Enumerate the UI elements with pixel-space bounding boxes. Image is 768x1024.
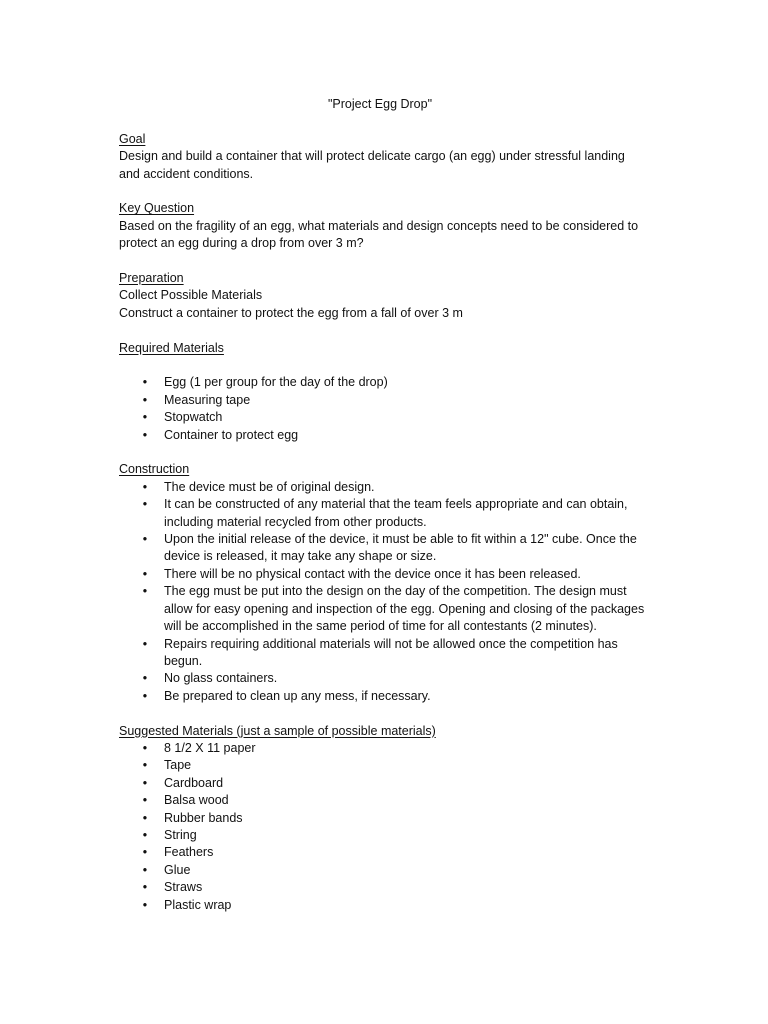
list-item (119, 636, 659, 671)
bullet-icon: • (142, 497, 148, 512)
bullet-icon: • (142, 479, 148, 494)
goal-text-line-1: Design and build a container that will protect delicate cargo (an egg) under stressful landing (119, 149, 625, 164)
goal-heading: Goal (119, 131, 146, 146)
list-item-text: No glass containers. (164, 671, 278, 686)
preparation-line-1: Collect Possible Materials (119, 288, 263, 303)
list-item-text: There will be no physical contact with the device once it has been released. (164, 566, 581, 581)
document-body (119, 96, 659, 914)
list-item (119, 427, 659, 444)
list-item-text: Egg (1 per group for the day of the drop) (164, 375, 388, 390)
bullet-icon: • (142, 862, 148, 877)
list-item (119, 688, 659, 705)
required-materials-list (119, 374, 659, 444)
list-item (119, 409, 659, 426)
list-item-text: The egg must be put into the design on the day of the competition. The design must allow for easy opening and inspection of the egg. Opening and closing of the packages will be accomplished in the same period of time for all contestants (2 minutes). (164, 584, 645, 634)
bullet-icon: • (142, 775, 148, 790)
bullet-icon: • (142, 810, 148, 825)
bullet-icon: • (142, 793, 148, 808)
list-item (119, 810, 659, 827)
list-item-text: Glue (164, 862, 191, 877)
bullet-icon: • (142, 758, 148, 773)
bullet-icon: • (142, 880, 148, 895)
list-item-text: Rubber bands (164, 810, 243, 825)
list-item (119, 566, 659, 583)
list-item-text: 8 1/2 X 11 paper (164, 740, 256, 755)
bullet-icon: • (142, 671, 148, 686)
spacer (119, 705, 659, 722)
spacer (119, 357, 659, 374)
key-question-text-line-1: Based on the fragility of an egg, what materials and design concepts need to be considered to (119, 218, 639, 233)
bullet-icon: • (142, 410, 148, 425)
list-item (119, 496, 659, 531)
list-item-text: String (164, 827, 197, 842)
key-question-text-line-2: protect an egg during a drop from over 3 m? (119, 236, 364, 251)
list-item (119, 897, 659, 914)
list-item (119, 583, 659, 635)
list-item (119, 879, 659, 896)
bullet-icon: • (142, 636, 148, 651)
bullet-icon: • (142, 897, 148, 912)
bullet-icon: • (142, 827, 148, 842)
list-item (119, 531, 659, 566)
list-item-text: Be prepared to clean up any mess, if necessary. (164, 688, 431, 703)
list-item (119, 775, 659, 792)
construction-list (119, 479, 659, 705)
list-item-text: Measuring tape (164, 392, 251, 407)
list-item (119, 392, 659, 409)
goal-text-line-2: and accident conditions. (119, 166, 254, 181)
list-item-text: The device must be of original design. (164, 479, 375, 494)
list-item (119, 374, 659, 391)
bullet-icon: • (142, 566, 148, 581)
list-item (119, 740, 659, 757)
list-item-text: Repairs requiring additional materials will not be allowed once the competition has begun. (164, 636, 618, 668)
list-item-text: Balsa wood (164, 793, 229, 808)
list-item-text: Plastic wrap (164, 897, 232, 912)
list-item-text: Upon the initial release of the device, it must be able to fit within a 12" cube. Once the device is released, it may take any shape or size. (164, 532, 637, 564)
preparation-line-2: Construct a container to protect the egg from a fall of over 3 m (119, 305, 463, 320)
spacer (119, 444, 659, 461)
bullet-icon: • (142, 740, 148, 755)
construction-heading: Construction (119, 462, 190, 477)
preparation-heading: Preparation (119, 271, 184, 286)
spacer (119, 183, 659, 200)
list-item-text: Tape (164, 758, 192, 773)
suggested-materials-heading: Suggested Materials (just a sample of possible materials) (119, 723, 436, 738)
suggested-materials-list (119, 740, 659, 914)
list-item-text: It can be constructed of any material that the team feels appropriate and can obtain, including material recycled from other products. (164, 497, 628, 529)
bullet-icon: • (142, 584, 148, 599)
bullet-icon: • (142, 375, 148, 390)
spacer (119, 253, 659, 270)
list-item-text: Feathers (164, 845, 214, 860)
bullet-icon: • (142, 688, 148, 703)
required-materials-heading: Required Materials (119, 340, 224, 355)
list-item-text: Stopwatch (164, 410, 223, 425)
list-item (119, 792, 659, 809)
list-item-text: Cardboard (164, 775, 224, 790)
bullet-icon: • (142, 392, 148, 407)
list-item (119, 862, 659, 879)
list-item (119, 757, 659, 774)
list-item-text: Straws (164, 880, 203, 895)
bullet-icon: • (142, 845, 148, 860)
list-item (119, 844, 659, 861)
bullet-icon: • (142, 427, 148, 442)
spacer (119, 322, 659, 339)
list-item (119, 479, 659, 496)
document-title: "Project Egg Drop" (327, 97, 433, 111)
key-question-heading: Key Question (119, 201, 195, 216)
list-item (119, 827, 659, 844)
bullet-icon: • (142, 532, 148, 547)
list-item (119, 670, 659, 687)
list-item-text: Container to protect egg (164, 427, 299, 442)
